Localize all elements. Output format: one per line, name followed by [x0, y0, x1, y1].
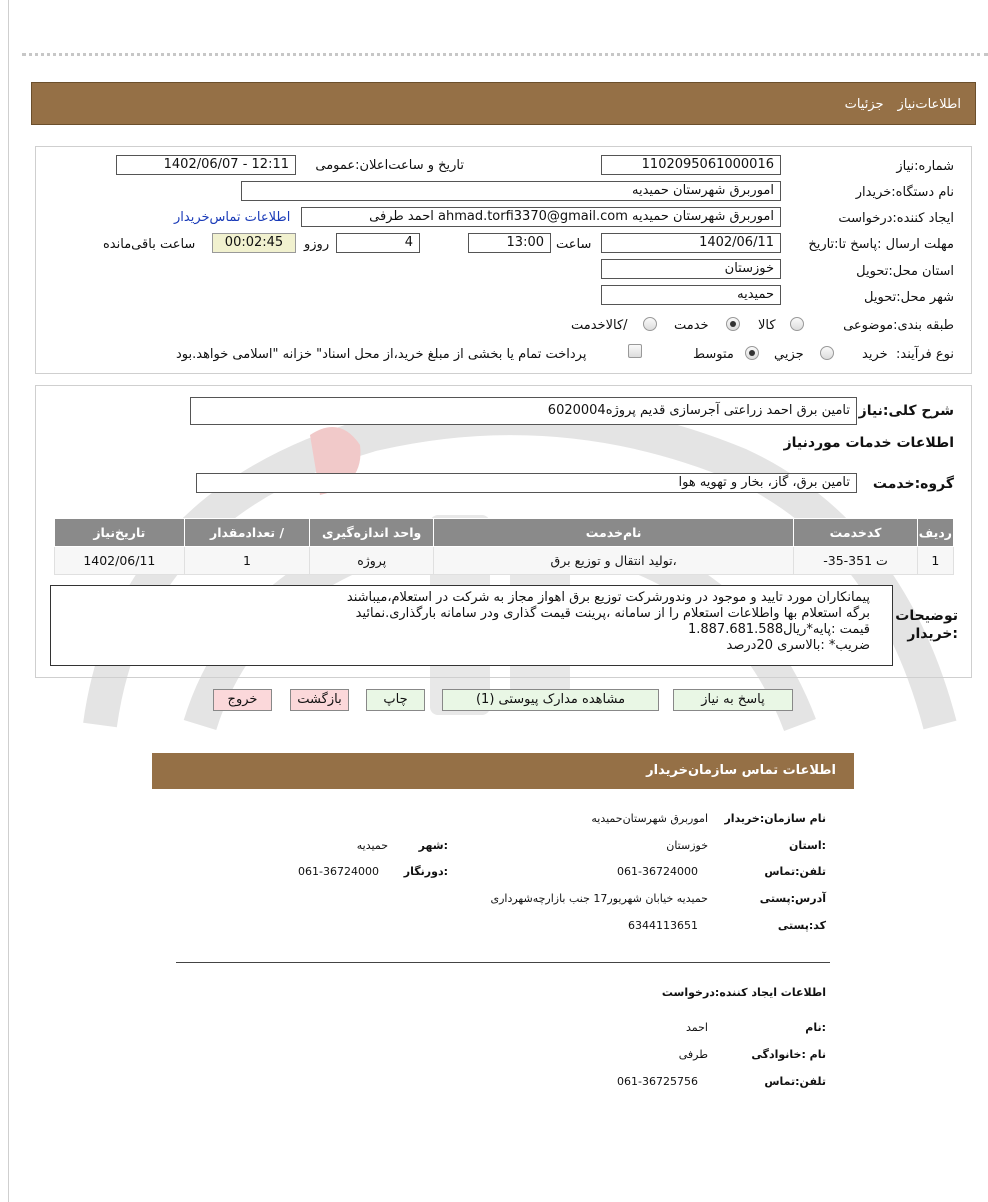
category-goods-service-text: /کالاخدمت	[571, 318, 628, 333]
contact-city-label: :شهر	[418, 839, 448, 852]
cell-unit: پروژه	[310, 547, 434, 575]
header-bar	[31, 82, 976, 125]
contact-phone-value: 061-36724000	[617, 865, 698, 878]
table-row	[55, 547, 954, 575]
category-service-radio[interactable]	[726, 317, 740, 331]
contact-phone-label: تلفن:تماس	[764, 865, 826, 878]
treasury-payment-text: پرداخت تمام یا بخشی از مبلغ خرید،از محل اسناد" خزانه "اسلامی خواهد.بود	[176, 347, 587, 362]
header-service-code: کدخدمت	[794, 519, 918, 547]
header-unit: واحد اندازه‌گیری	[310, 519, 434, 547]
process-small-text: جزیي	[774, 347, 804, 362]
cell-quantity: 1	[184, 547, 310, 575]
summary-field: تامین برق احمد زراعتی آجرسازی قدیم پروژه6020004	[190, 397, 857, 425]
creator-family-value: طرفی	[678, 1048, 708, 1061]
header-quantity: / تعدادمقدار	[184, 519, 310, 547]
table-header-row	[55, 519, 954, 547]
service-group-field: تامین برق، گاز، بخار و تهویه هوا	[196, 473, 857, 493]
creator-phone-label: تلفن:تماس	[764, 1075, 826, 1088]
deadline-date-field: 1402/06/11	[601, 233, 781, 253]
hour-label: ساعت	[556, 237, 592, 252]
buyer-org-label: نام دستگاه:خریدار	[855, 185, 954, 200]
buyer-org-field: اموربرق شهرستان حمیدیه	[241, 181, 781, 201]
contact-city-value: حمیدیه	[356, 839, 388, 852]
creator-name-value: احمد	[686, 1021, 708, 1034]
deadline-time-field: 13:00	[468, 233, 551, 253]
remaining-label: ساعت باقی‌مانده	[103, 237, 196, 252]
description-line-1: پیمانکاران مورد تایید و موجود در وندورشرکت توزیع برق اهواز مجاز به شرکت در استعلام،میباشند	[346, 590, 870, 605]
services-table	[54, 518, 954, 575]
contact-postal-value: 6344113651	[628, 919, 698, 932]
header-row-number: ردیف	[917, 519, 953, 547]
header-service-name: نام‌خدمت	[434, 519, 794, 547]
breadcrumb-need-info[interactable]: اطلاعات‌نیاز	[897, 97, 961, 112]
creator-family-label: نام :خانوادگی	[751, 1048, 826, 1061]
breadcrumb-details[interactable]: جزئیات	[844, 97, 884, 112]
category-goods-radio[interactable]	[790, 317, 804, 331]
contact-address-value: حمیدیه خیابان شهریور17 جنب بازارچه‌شهرداری	[490, 892, 708, 905]
remaining-time-field: 00:02:45	[212, 233, 296, 253]
category-goods-text: کالا	[758, 318, 776, 333]
deadline-label: مهلت ارسال :پاسخ تا:تاریخ	[808, 237, 954, 252]
description-line-3: قیمت :پایه*ریال1.887.681.588	[687, 622, 870, 637]
contact-province-label: :استان	[789, 839, 826, 852]
contact-fax-label: :دورنگار	[403, 865, 448, 878]
description-line-2: برگه استعلام بها واطلاعات استعلام را از سامانه ،پرینت قیمت گذاری ودر سامانه بارگذاری.نمائید	[355, 606, 870, 621]
services-heading: اطلاعات خدمات موردنیاز	[783, 435, 954, 451]
city-field: حمیدیه	[601, 285, 781, 305]
cell-need-date: 1402/06/11	[55, 547, 185, 575]
contact-address-label: آدرس:پستی	[759, 892, 826, 905]
process-small-radio[interactable]	[820, 346, 834, 360]
announce-label: تاریخ و ساعت‌اعلان:عمومی	[315, 158, 464, 173]
category-service-text: خدمت	[674, 318, 709, 333]
buyer-contact-link[interactable]: اطلاعات تماس‌خریدار	[174, 210, 291, 225]
page-left-border	[8, 0, 9, 1202]
buyer-description-box	[50, 585, 893, 666]
reply-button[interactable]: پاسخ به نیاز	[673, 689, 793, 711]
creator-phone-value: 061-36725756	[617, 1075, 698, 1088]
back-button[interactable]: بازگشت	[290, 689, 349, 711]
attachments-button[interactable]: مشاهده مدارک پیوستی (1)	[442, 689, 659, 711]
need-number-field: 1102095061000016	[601, 155, 781, 175]
process-buy-text: خرید	[862, 347, 888, 362]
province-label: استان محل:تحویل	[856, 264, 954, 279]
process-label: نوع فرآیند:	[896, 347, 954, 362]
contact-postal-label: کد:پستی	[777, 919, 826, 932]
cell-service-name: ،تولید انتقال و توزیع برق	[434, 547, 794, 575]
announce-field: 1402/06/07 - 12:11	[116, 155, 296, 175]
description-line-4: ضریب* :بالاسری 20درصد	[726, 638, 870, 653]
contact-header-bar	[152, 753, 854, 789]
cell-row-number: 1	[917, 547, 953, 575]
cell-service-code: ت 351-35-	[794, 547, 918, 575]
contact-org-value: اموربرق شهرستان‌حمیدیه	[591, 812, 708, 825]
process-medium-radio[interactable]	[745, 346, 759, 360]
summary-label: شرح کلی:نیاز	[858, 403, 954, 419]
description-label-line2: :خریدار	[907, 626, 958, 642]
city-label: شهر محل:تحویل	[864, 290, 954, 305]
category-label: طبقه بندی:موضوعی	[843, 318, 954, 333]
service-group-label: گروه:خدمت	[872, 476, 954, 492]
creator-info-heading: اطلاعات ایجاد کننده:درخواست	[661, 986, 826, 999]
contact-divider	[176, 962, 830, 963]
creator-name-label: :نام	[805, 1021, 826, 1034]
breadcrumb	[831, 97, 961, 112]
need-number-label: شماره:نیاز	[896, 159, 954, 174]
description-label-line1: توضیحات	[895, 608, 958, 624]
contact-province-value: خوزستان	[666, 839, 708, 852]
days-field: 4	[336, 233, 420, 253]
province-field: خوزستان	[601, 259, 781, 279]
creator-label: ایجاد کننده:درخواست	[838, 211, 954, 226]
category-goods-service-radio[interactable]	[643, 317, 657, 331]
top-dotted-divider	[22, 53, 988, 56]
process-medium-text: متوسط	[693, 347, 734, 362]
exit-button[interactable]: خروج	[213, 689, 272, 711]
creator-field: اموربرق شهرستان حمیدیه ahmad.torfi3370@gmail.com احمد طرفی	[301, 207, 781, 227]
header-need-date: تاریخ‌نیاز	[55, 519, 185, 547]
days-label: روزو	[304, 237, 330, 252]
contact-fax-value: 061-36724000	[298, 865, 379, 878]
print-button[interactable]: چاپ	[366, 689, 425, 711]
treasury-payment-checkbox[interactable]	[628, 344, 642, 358]
contact-title: اطلاعات تماس سازمان‌خریدار	[646, 763, 836, 778]
contact-org-label: نام سازمان:خریدار	[724, 812, 826, 825]
